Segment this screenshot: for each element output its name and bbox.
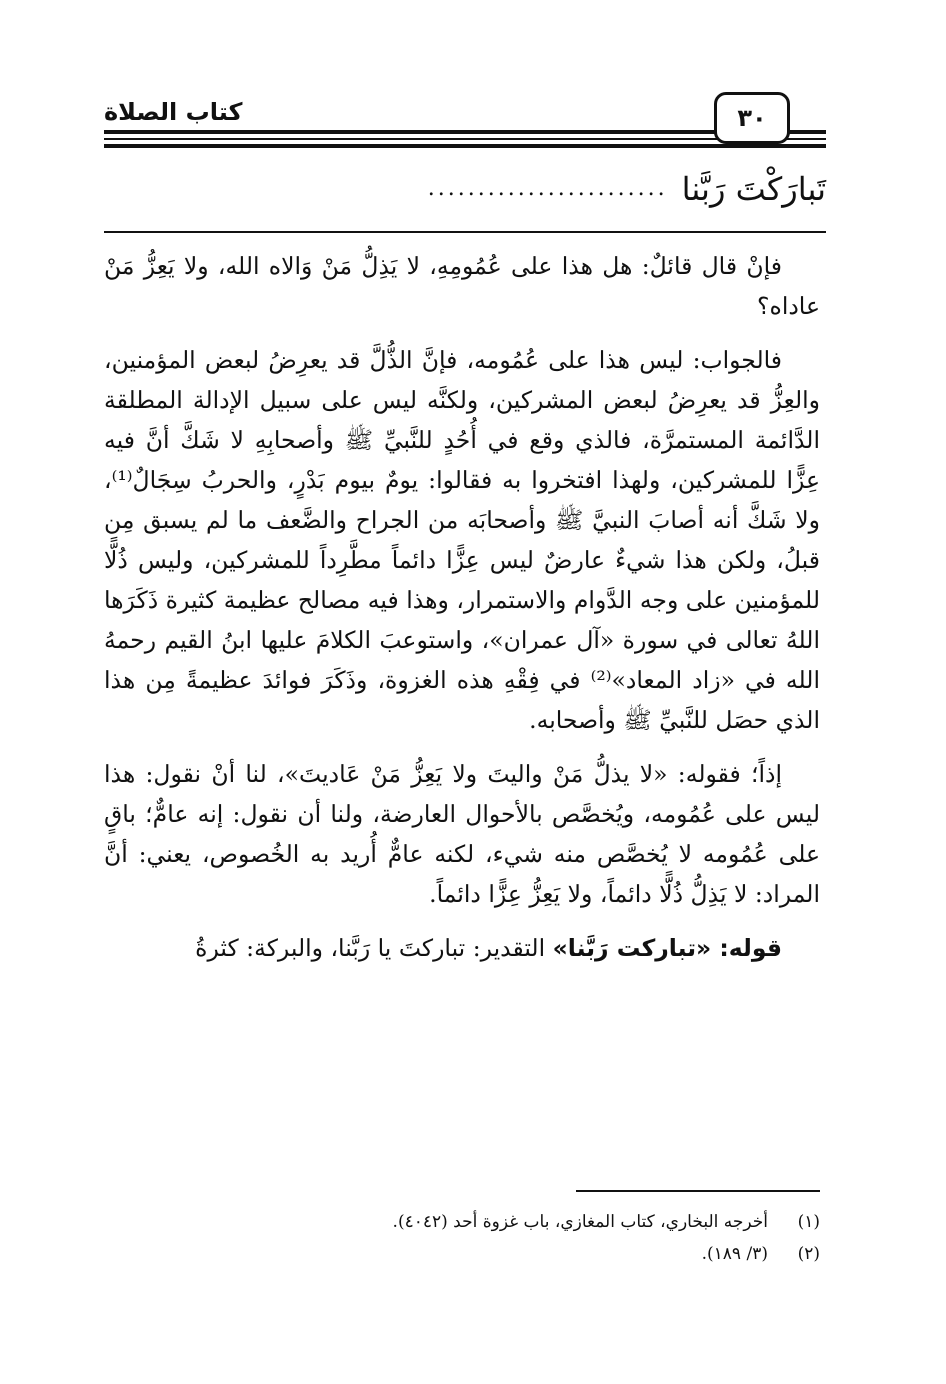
page-header bbox=[104, 92, 826, 152]
commentary-label: قوله: «تباركت رَبَّنا» bbox=[552, 934, 782, 962]
footnote bbox=[104, 1206, 820, 1238]
footnote-text: أخرجه البخاري، كتاب المغازي، باب غزوة أحد (٤٠٤٢). bbox=[392, 1212, 768, 1232]
footnote-text: (٣/ ١٨٩). bbox=[701, 1244, 768, 1264]
paragraph: إذاً؛ فقوله: «لا يذلُّ مَنْ واليتَ ولا يَعِزُّ مَنْ عَاديتَ»، لنا أنْ نقول: هذا ليس على عُمُومه، ويُخصَّص بالأحوال العارضة، ولنا أن نقول: إنه عامٌّ؛ باقٍ على عُمُومه لا يُخصَّص منه شيء، لكنه عامٌّ أُريد به الخُصوص، يعني: أنَّ المراد: لا يَذِلُّ ذُلًّا دائماً، ولا يَعِزُّ عِزًّا دائماً. bbox=[104, 760, 820, 908]
paragraph: فالجواب: ليس هذا على عُمُومه، فإنَّ الذُّلَّ قد يعرِضُ لبعض المؤمنين، والعِزُّ قد يعرِضُ لبعض المشركين، ولكنَّه ليس على سبيل الإدالة المطلقة الدَّائمة المستمرَّة، فالذي وقع في أُحُدٍ للنَّبيِّ ﷺ وأصحابِهِ لا شَكَّ أنَّ فيه عِزًّا للمشركين، ولهذا افتخروا به فقالوا: يومٌ بيوم بَدْرٍ، والحربُ سِجَالٌ⁽¹⁾، ولا شَكَّ أنه أصابَ النبيَّ ﷺ وأصحابَه من الجراح والضَّعف ما لم يسبق مِن قبلُ، ولكن هذا شيءٌ عارضٌ ليس عِزًّا دائماً مطَّرِداً للمشركين، وليس ذُلًّا للمؤمنين على وجه الدَّوام والاستمرار، وهذا فيه مصالح عظيمة كثيرة ذَكَرَها اللهُ تعالى في سورة «آل عمران»، واستوعبَ الكلامَ عليها ابنُ القيم رحمهُ الله في «زاد المعاد»⁽²⁾ في فِقْهِ هذه الغزوة، وذَكَرَ فوائدَ عظيمةً مِن هذا الذي حصَل للنَّبيِّ ﷺ وأصحابه. bbox=[104, 346, 820, 734]
paragraph-text: التقدير: تباركتَ يا رَبَّنا، والبركة: كثرةُ bbox=[195, 934, 553, 962]
paragraph: فإنْ قال قائلٌ: هل هذا على عُمُومِهِ، لا يَذِلُّ مَنْ وَالاه الله، ولا يَعِزُّ مَنْ عاداه؟ bbox=[104, 252, 820, 320]
paragraph bbox=[104, 928, 820, 968]
footnote bbox=[104, 1238, 820, 1270]
page-number: ٣٠ bbox=[714, 92, 790, 144]
book-title: كتاب الصلاة bbox=[104, 98, 243, 126]
footnote-number: (١) bbox=[797, 1212, 820, 1232]
section-title: تَبارَكْتَ رَبَّنا bbox=[681, 170, 826, 208]
footnote-rule bbox=[576, 1190, 820, 1192]
footnote-number: (٢) bbox=[797, 1244, 820, 1264]
leader-dots: ........................ bbox=[427, 178, 668, 200]
body-text bbox=[104, 246, 820, 968]
section-heading bbox=[104, 164, 826, 214]
header-rule bbox=[104, 144, 826, 148]
footnotes bbox=[104, 1206, 820, 1270]
section-rule bbox=[104, 231, 826, 233]
